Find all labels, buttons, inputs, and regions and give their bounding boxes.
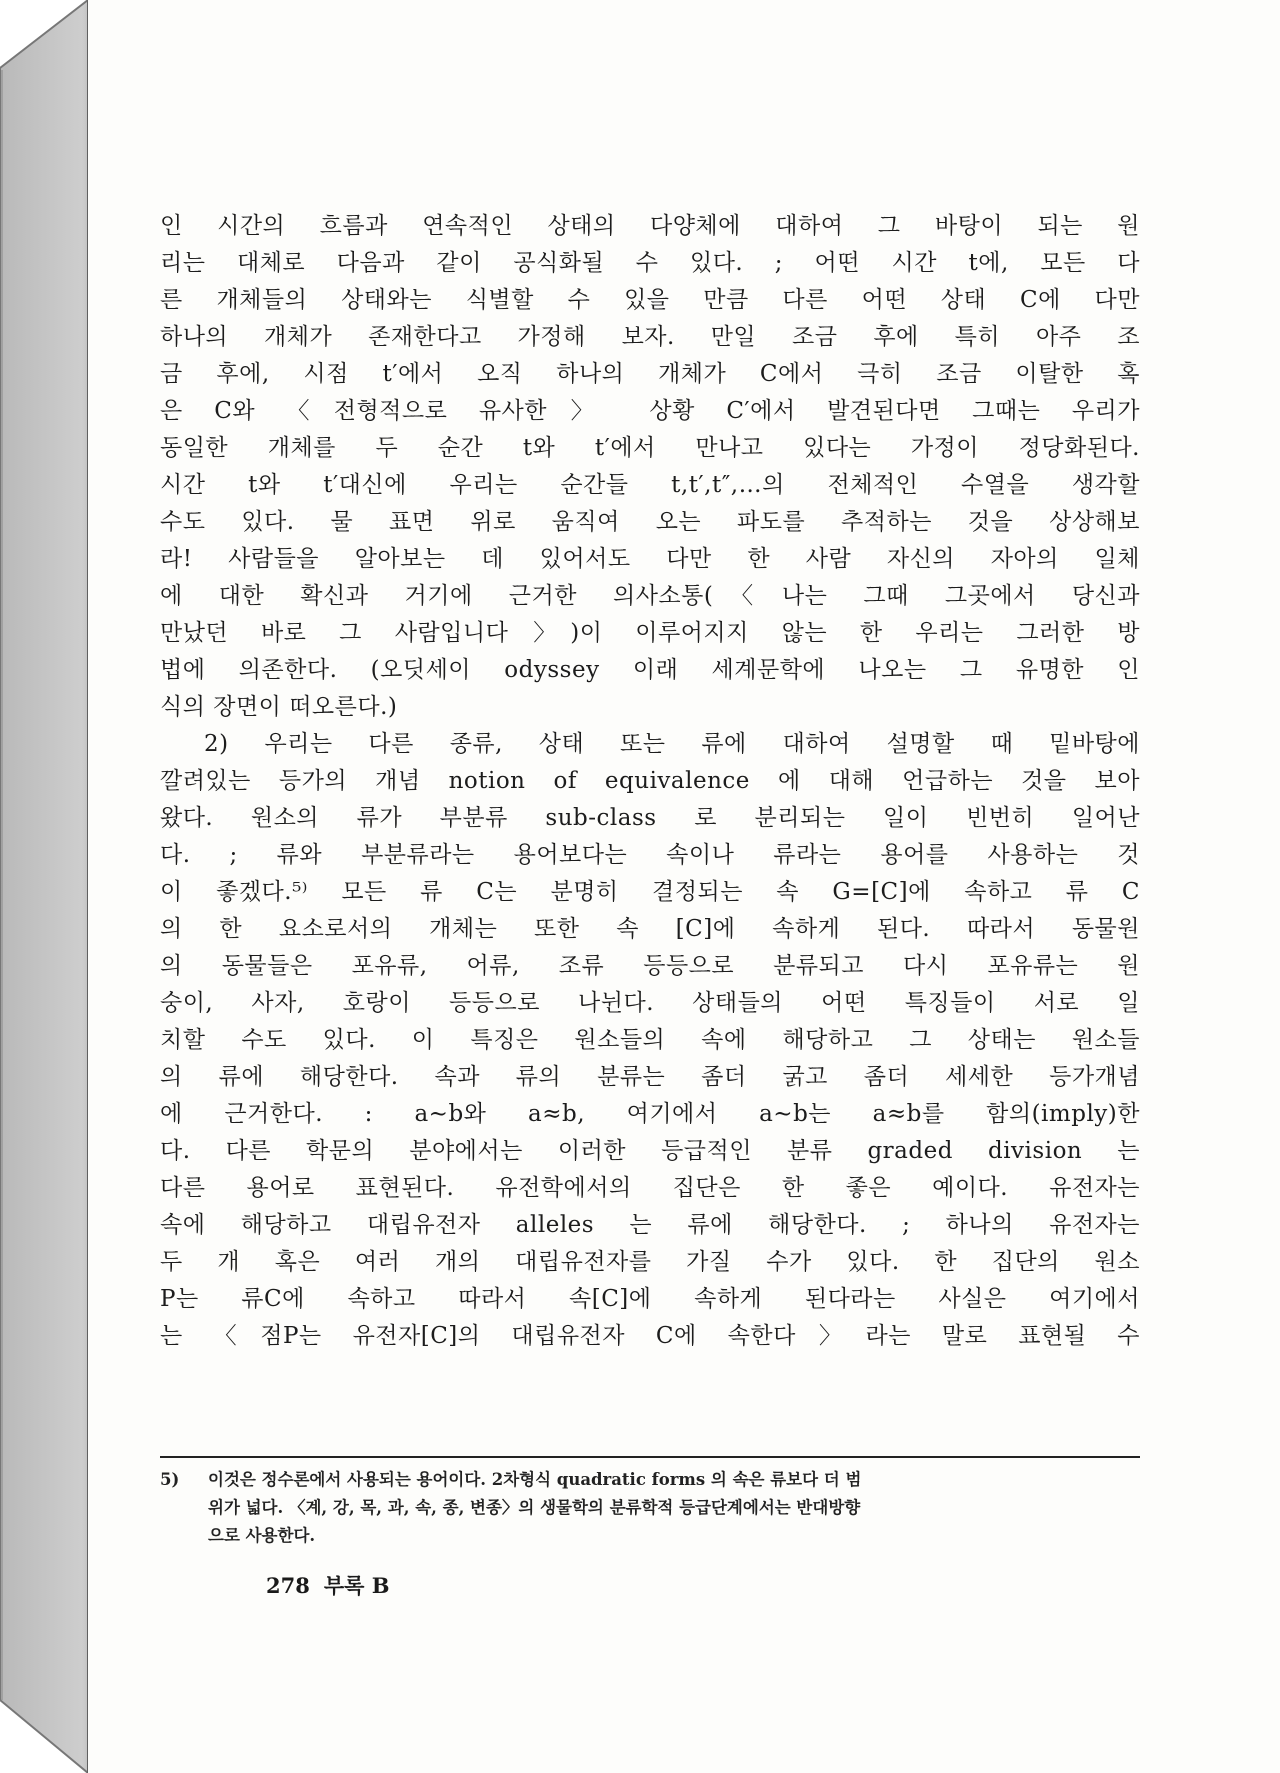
text-line: 라! 사람들을 알아보는 데 있어서도 다만 한 사람 자신의 자아의 일체 (160, 546, 1140, 572)
footnote-line: 위가 넓다. 〈계, 강, 목, 과, 속, 종, 변종〉의 생물학의 분류학적 등급단계에서는 반대방향 (208, 1498, 861, 1517)
text-line: 깔려있는 등가의 개념 notion of equivalence 에 대해 언급하는 것을 보아 (160, 768, 1140, 794)
text-line: 의 한 요소로서의 개체는 또한 속 [C]에 속하게 된다. 따라서 동물원 (160, 916, 1140, 942)
text-line: 시간 t와 t′대신에 우리는 순간들 t,t′,t″,…의 전체적인 수열을 생각할 (160, 472, 1140, 498)
text-line: 리는 대체로 다음과 같이 공식화될 수 있다. ; 어떤 시간 t에, 모든 다 (160, 250, 1140, 276)
page-number: 278 (266, 1573, 310, 1598)
text-line: 의 류에 해당한다. 속과 류의 분류는 좀더 굵고 좀더 세세한 등가개념 (160, 1064, 1140, 1090)
text-line: 숭이, 사자, 호랑이 등등으로 나뉜다. 상태들의 어떤 특징들이 서로 일 (160, 990, 1140, 1016)
text-line: 다른 용어로 표현된다. 유전학에서의 집단은 한 좋은 예이다. 유전자는 (160, 1175, 1140, 1201)
text-line: 에 근거한다. : a∼b와 a≈b, 여기에서 a∼b는 a≈b를 함의(imply)한 (160, 1101, 1140, 1127)
text-line: 이 좋겠다.⁵⁾ 모든 류 C는 분명히 결정되는 속 G=[C]에 속하고 류 C (160, 879, 1140, 905)
text-line: 왔다. 원소의 류가 부분류 sub-class 로 분리되는 일이 빈번히 일어난 (160, 805, 1140, 831)
section-title: 부록 B (323, 1573, 390, 1598)
text-line: 두 개 혹은 여러 개의 대립유전자를 가질 수가 있다. 한 집단의 원소 (160, 1249, 1140, 1275)
text-line: 식의 장면이 떠오른다.) (160, 694, 398, 720)
text-line: 은 C와 〈전형적으로 유사한〉 상황 C′에서 발견된다면 그때는 우리가 (160, 398, 1140, 424)
text-line: 른 개체들의 상태와는 식별할 수 있을 만큼 다른 어떤 상태 C에 다만 (160, 287, 1140, 313)
text-line: 의 동물들은 포유류, 어류, 조류 등등으로 분류되고 다시 포유류는 원 (160, 953, 1140, 979)
text-line: 하나의 개체가 존재한다고 가정해 보자. 만일 조금 후에 특히 아주 조 (160, 324, 1140, 350)
footnote-divider (160, 1456, 1140, 1458)
text-line: 는 〈점P는 유전자[C]의 대립유전자 C에 속한다〉라는 말로 표현될 수 (160, 1323, 1140, 1349)
footnote-number: 5) (160, 1470, 180, 1489)
footnote-line: 으로 사용한다. (208, 1526, 316, 1545)
page-folio (266, 1570, 403, 1600)
text-line: 다. ; 류와 부분류라는 용어보다는 속이나 류라는 용어를 사용하는 것 (160, 842, 1140, 868)
text-line: 치할 수도 있다. 이 특징은 원소들의 속에 해당하고 그 상태는 원소들 (160, 1027, 1140, 1053)
text-line: 동일한 개체를 두 순간 t와 t′에서 만나고 있다는 가정이 정당화된다. (160, 435, 1140, 461)
text-line: 인 시간의 흐름과 연속적인 상태의 다양체에 대하여 그 바탕이 되는 원 (160, 213, 1140, 239)
footnote (160, 1466, 1140, 1550)
footnote-text: 이것은 정수론에서 사용되는 용어이다. 2차형식 quadratic forms 의 속은 류보다 더 범 (208, 1470, 862, 1489)
text-line: 금 후에, 시점 t′에서 오직 하나의 개체가 C에서 극히 조금 이탈한 혹 (160, 361, 1140, 387)
body-text (160, 208, 1140, 1355)
text-line: 다. 다른 학문의 분야에서는 이러한 등급적인 분류 graded division 는 (160, 1138, 1140, 1164)
paragraph-start: 2) 우리는 다른 종류, 상태 또는 류에 대하여 설명할 때 밑바탕에 (204, 731, 1140, 757)
text-line: 법에 의존한다. (오딧세이 odyssey 이래 세계문학에 나오는 그 유명한 인 (160, 657, 1140, 683)
text-line: 속에 해당하고 대립유전자 alleles 는 류에 해당한다. ; 하나의 유전자는 (160, 1212, 1140, 1238)
text-line: 만났던 바로 그 사람입니다〉)이 이루어지지 않는 한 우리는 그러한 방 (160, 620, 1140, 646)
text-line: P는 류C에 속하고 따라서 속[C]에 속하게 된다라는 사실은 여기에서 (160, 1286, 1140, 1312)
footnote-line (160, 1466, 1140, 1494)
text-line: 에 대한 확신과 거기에 근거한 의사소통(〈나는 그때 그곳에서 당신과 (160, 583, 1140, 609)
text-line: 수도 있다. 물 표면 위로 움직여 오는 파도를 추적하는 것을 상상해보 (160, 509, 1140, 535)
